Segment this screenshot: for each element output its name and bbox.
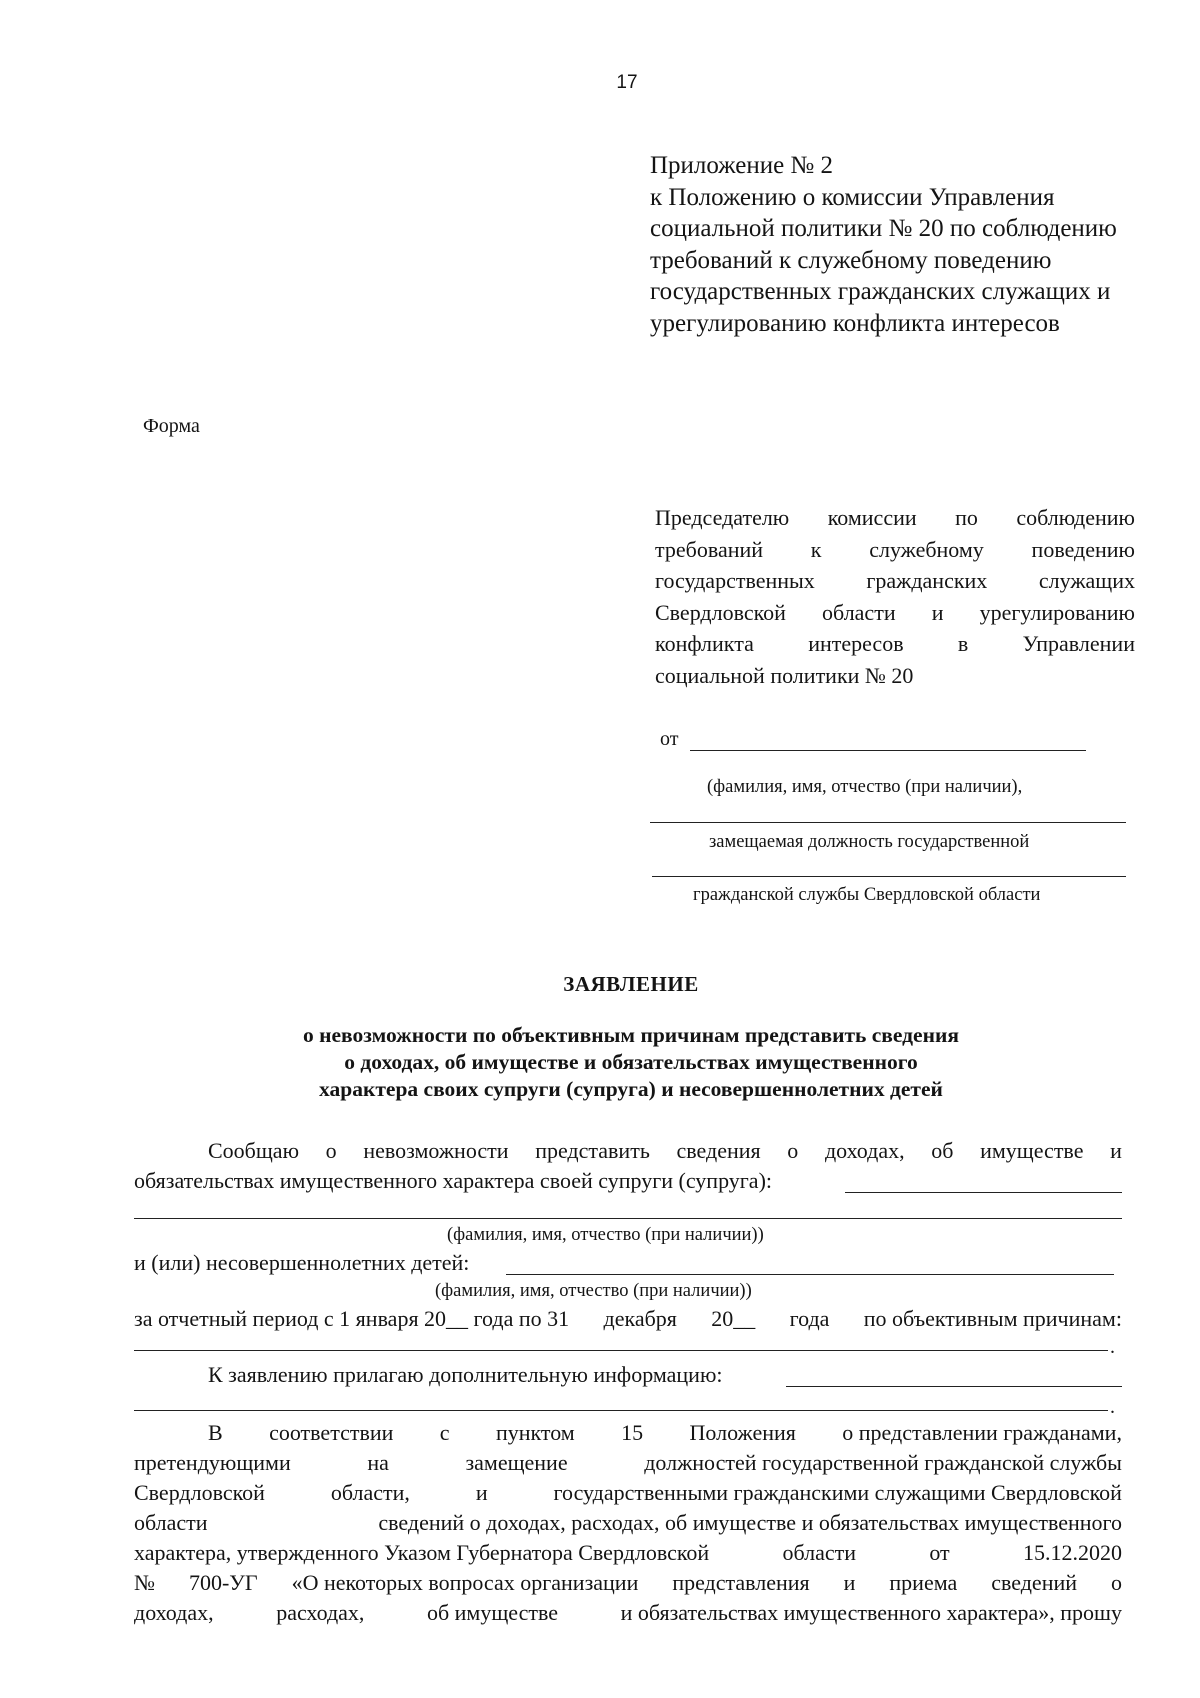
from-name-field[interactable]	[690, 750, 1086, 751]
from-position-line[interactable]	[652, 876, 1126, 877]
subtitle-line: характера своих супруги (супруга) и несовершеннолетних детей	[319, 1077, 943, 1101]
caption-service: гражданской службы Свердловской области	[693, 885, 1041, 905]
period-line	[134, 1306, 1122, 1332]
word: приема	[889, 1570, 958, 1595]
word: об	[931, 1138, 954, 1163]
word: сведения	[676, 1138, 761, 1163]
word: Свердловской	[134, 1480, 265, 1505]
word: о	[1110, 1570, 1122, 1595]
document-subtitle	[0, 1022, 1200, 1103]
period-dot: .	[1110, 1336, 1115, 1358]
word: Свердловской	[655, 599, 786, 625]
caption-spouse: (фамилия, имя, отчество (при наличии))	[447, 1225, 764, 1245]
attach-field-2[interactable]	[134, 1410, 1108, 1411]
word: «О некоторых вопросах организации	[291, 1570, 639, 1595]
word: за отчетный период с 1 января 20__ года по 31	[134, 1306, 570, 1331]
caption-children: (фамилия, имя, отчество (при наличии))	[435, 1281, 752, 1301]
word: и	[1110, 1138, 1122, 1163]
addressee-line	[655, 628, 1135, 660]
word: гражданских	[866, 568, 988, 593]
word: государственных	[655, 568, 815, 593]
word: и	[843, 1570, 856, 1595]
word: требований	[655, 536, 764, 562]
children-label: и (или) несовершеннолетних детей:	[134, 1250, 470, 1275]
addressee-line	[655, 502, 1135, 534]
body-p1-line2: обязательствах имущественного характера своей супруги (супруга):	[134, 1168, 773, 1193]
word: декабря	[603, 1306, 677, 1331]
word: расходах,	[276, 1600, 365, 1625]
appendix-line: социальной политики № 20 по соблюдению	[650, 215, 1117, 242]
addressee-line	[655, 565, 1135, 597]
page-number: 17	[616, 72, 638, 93]
attach-field[interactable]	[786, 1386, 1122, 1387]
word: конфликта	[655, 631, 754, 656]
word: 15.12.2020	[1022, 1540, 1122, 1565]
appendix-line: к Положению о комиссии Управления	[650, 183, 1055, 211]
from-fio-line[interactable]	[650, 822, 1126, 823]
word: имуществе	[980, 1138, 1084, 1163]
word: по объективным причинам:	[863, 1306, 1122, 1331]
addressee-block	[655, 502, 1135, 691]
from-label: от	[660, 728, 679, 750]
word: о представлении гражданами,	[842, 1420, 1122, 1445]
appendix-line: Приложение № 2	[650, 152, 834, 179]
word: урегулированию	[979, 599, 1135, 625]
word: пунктом	[495, 1420, 575, 1445]
word: соответствии	[269, 1420, 394, 1445]
word: доходах,	[134, 1600, 214, 1625]
word: в	[957, 631, 969, 656]
word: и обязательствах имущественного характера», прошу	[620, 1600, 1122, 1625]
word: и	[931, 599, 944, 625]
word: и	[475, 1480, 488, 1505]
word: с	[439, 1420, 450, 1445]
word: об имуществе	[426, 1600, 559, 1625]
word: на	[367, 1450, 389, 1475]
appendix-line: урегулированию конфликта интересов	[650, 309, 1060, 337]
caption-fio: (фамилия, имя, отчество (при наличии),	[707, 777, 1023, 797]
addressee-line	[655, 597, 1135, 629]
appendix-line: требований к служебному поведению	[650, 246, 1052, 274]
word: В	[208, 1420, 223, 1445]
word: 15	[621, 1420, 644, 1445]
subtitle-line: о невозможности по объективным причинам представить сведения	[302, 1023, 959, 1047]
addressee-line	[655, 534, 1135, 566]
word: характера, утвержденного Указом Губернатора Свердловской	[134, 1540, 710, 1565]
word: замещение	[465, 1450, 568, 1475]
children-name-field[interactable]	[506, 1274, 1114, 1275]
word: Положения	[689, 1420, 796, 1445]
attach-label: К заявлению прилагаю дополнительную информацию:	[208, 1362, 723, 1387]
word: сведений	[991, 1570, 1078, 1595]
word: государственными гражданскими служащими Свердловской	[553, 1480, 1122, 1505]
document-title: ЗАЯВЛЕНИЕ	[563, 972, 699, 996]
body-p1-line1	[208, 1138, 1122, 1164]
reasons-field[interactable]	[134, 1350, 1108, 1351]
spouse-name-field-2[interactable]	[134, 1218, 1122, 1219]
spouse-name-field[interactable]	[845, 1192, 1122, 1193]
word: соблюдению	[1016, 505, 1135, 530]
word: представить	[535, 1138, 650, 1163]
word: доходах,	[824, 1138, 905, 1163]
word: области,	[330, 1480, 410, 1505]
word: №	[134, 1570, 155, 1595]
word: по	[955, 505, 978, 530]
word: о	[787, 1138, 799, 1163]
word: Председателю	[655, 505, 790, 530]
word: Сообщаю	[208, 1138, 300, 1163]
attach-dot: .	[1110, 1396, 1115, 1418]
word: к	[810, 536, 822, 562]
word: служебному	[869, 536, 984, 562]
word: области	[782, 1540, 857, 1565]
addressee-line: социальной политики № 20	[655, 662, 914, 688]
word: Управлении	[1022, 631, 1135, 656]
word: области	[134, 1510, 208, 1535]
appendix-line: государственных гражданских служащих и	[650, 278, 1111, 305]
word: 20__	[711, 1306, 756, 1331]
subtitle-line: о доходах, об имуществе и обязательствах имущественного	[344, 1050, 918, 1074]
word: невозможности	[363, 1138, 509, 1163]
appendix-header	[650, 150, 1117, 339]
form-label: Форма	[143, 415, 200, 437]
word: претендующими	[134, 1450, 291, 1475]
word: о	[325, 1138, 337, 1163]
word: поведению	[1031, 536, 1135, 562]
word: от	[929, 1540, 950, 1565]
word: года	[789, 1306, 830, 1331]
caption-position: замещаемая должность государственной	[709, 832, 1030, 852]
word: сведений о доходах, расходах, об имуществе и обязательствах имущественного	[378, 1510, 1122, 1535]
word: представления	[672, 1570, 810, 1595]
body-p3	[134, 1420, 1122, 1626]
word: интересов	[808, 631, 904, 656]
word: должностей государственной гражданской службы	[644, 1450, 1122, 1475]
word: комиссии	[827, 505, 917, 530]
word: области	[822, 599, 896, 625]
word: служащих	[1038, 568, 1135, 593]
word: 700-УГ	[188, 1570, 258, 1595]
